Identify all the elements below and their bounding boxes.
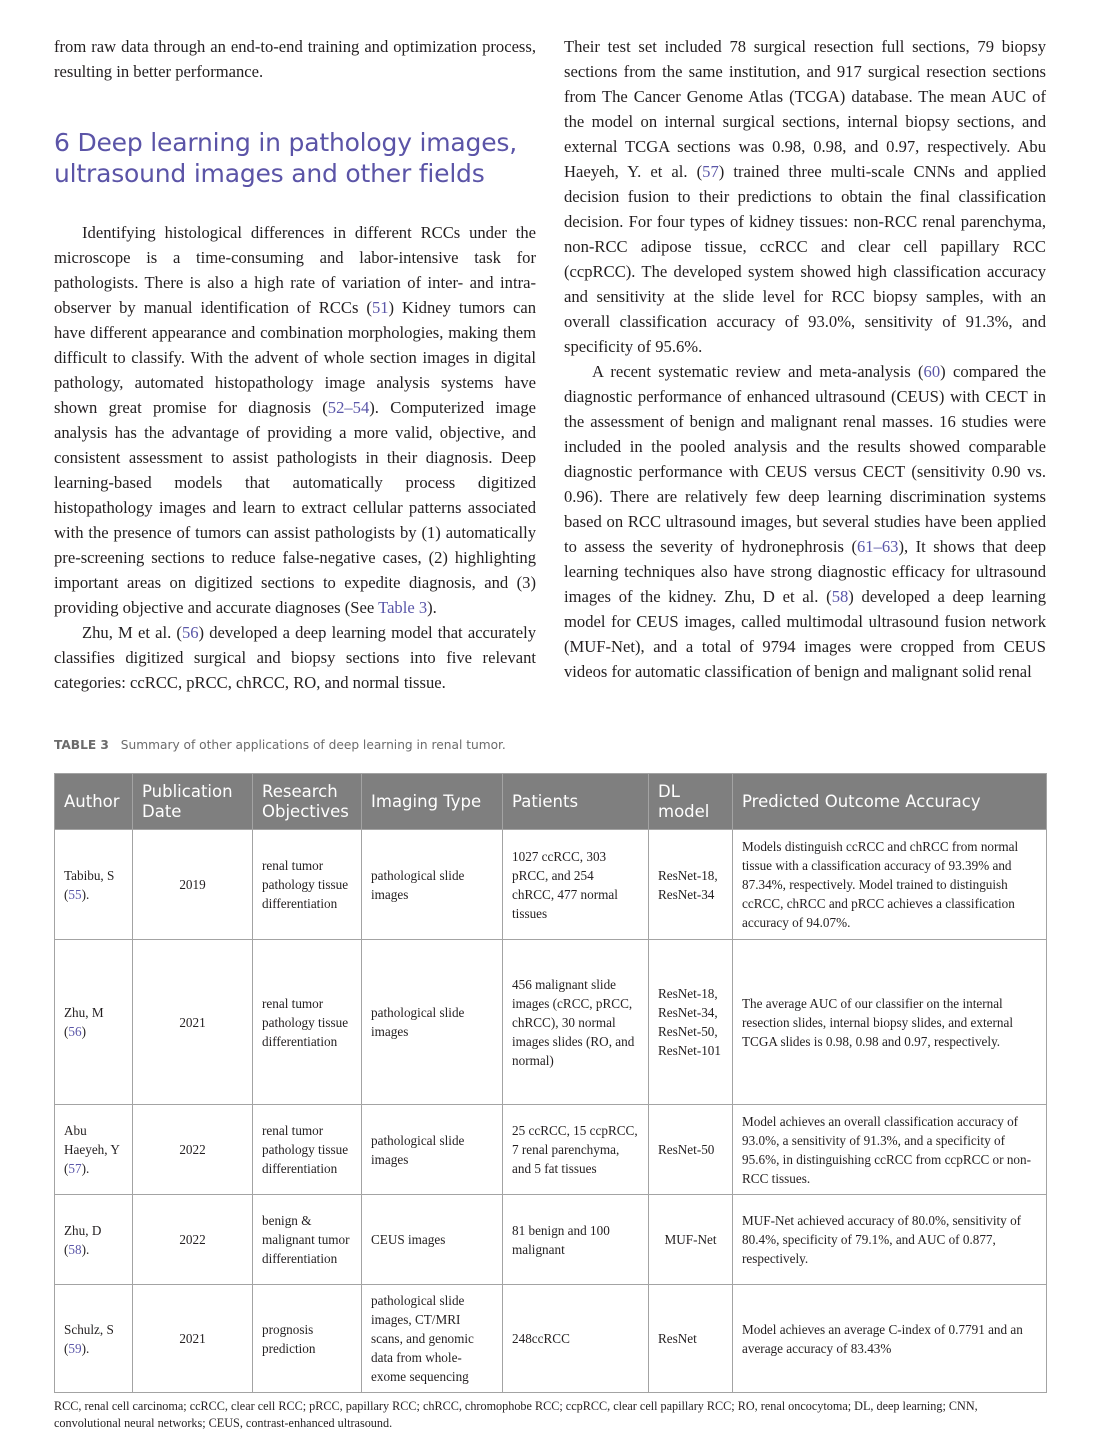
header-predicted-outcome: Predicted Outcome Accuracy — [733, 774, 1047, 830]
cell-author: Zhu, M (56) — [55, 940, 133, 1105]
cell-outcome: MUF-Net achieved accuracy of 80.0%, sensitivity of 80.4%, specificity of 79.1%, and AUC of 0.877, respectively. — [733, 1195, 1047, 1285]
cell-date: 2022 — [133, 1195, 253, 1285]
text-run: A recent systematic review and meta-analysis ( — [592, 362, 924, 381]
text-run: Identifying histological differences in different RCCs under the microscope is a time-consuming and labor-intensive task for pathologists. There is also a high rate of variation of inter- and intra-observer by manual identification of RCCs ( — [54, 223, 536, 317]
cell-model: ResNet-18, ResNet-34, ResNet-50, ResNet-101 — [649, 940, 733, 1105]
author-name: Tabibu, S — [64, 867, 115, 883]
citation-link[interactable]: 60 — [923, 362, 941, 381]
right-column — [564, 34, 1046, 684]
paragraph-histology — [54, 220, 536, 620]
section-heading: 6 Deep learning in pathology images, ultrasound images and other fields — [54, 128, 517, 188]
text-run: Zhu, M et al. ( — [82, 623, 182, 642]
table-row — [55, 1285, 1047, 1393]
header-research-objectives: Research Objectives — [253, 774, 362, 830]
text-run: Their test set included 78 surgical resection full sections, 79 biopsy sections from the same institution, and 917 surgical resection sections from The Cancer Genome Atlas (TCGA) database. The mean AUC of the model on internal surgical sections, internal biopsy sections, and external TCGA sections was 0.98, 0.98, and 0.97, respectively. Abu Haeyeh, Y. et al. ( — [564, 37, 1046, 181]
text-run: ) compared the diagnostic performance of enhanced ultrasound (CEUS) with CECT in the assessment of benign and malignant renal masses. 16 studies were included in the pooled analysis and the results showed comparable diagnostic performance with CEUS versus CECT (sensitivity 0.90 vs. 0.96). There are relatively few deep learning discrimination systems based on RCC ultrasound images, but several studies have been applied to assess the severity of hydronephrosis ( — [564, 362, 1046, 556]
cell-patients: 81 benign and 100 malignant — [503, 1195, 649, 1285]
citation-link[interactable]: 57 — [68, 1161, 82, 1176]
header-dl-model: DL model — [649, 774, 733, 830]
citation-link[interactable]: 51 — [371, 298, 389, 317]
cell-objectives: renal tumor pathology tissue differentiation — [253, 940, 362, 1105]
citation-link[interactable]: 58 — [831, 587, 849, 606]
cell-date: 2022 — [133, 1105, 253, 1195]
cell-patients: 248ccRCC — [503, 1285, 649, 1393]
ref-suffix: ). — [81, 1241, 90, 1257]
cell-author: Schulz, S (59). — [55, 1285, 133, 1393]
citation-link[interactable]: 56 — [68, 1024, 82, 1039]
text-run: ). Computerized image analysis has the advantage of providing a more valid, objective, and consistent assessment to assist pathologists in their diagnosis. Deep learning-based models that automatically process digitized histopathology images and learn to extract cellular patterns associated with the presence of tumors can assist pathologists by (1) automatically pre-screening sections to reduce false-negative cases, (2) highlighting important areas on digitized sections to expedite diagnosis, and (3) providing objective and accurate diagnoses (See — [54, 398, 536, 617]
paragraph-ultrasound — [564, 359, 1046, 684]
header-author: Author — [55, 774, 133, 830]
ref-suffix: ). — [81, 886, 90, 902]
table-caption-text: Summary of other applications of deep learning in renal tumor. — [120, 738, 506, 752]
table-row — [55, 1195, 1047, 1285]
cell-author: Zhu, D (58). — [55, 1195, 133, 1285]
cell-author: Tabibu, S (55). — [55, 830, 133, 940]
citation-link[interactable]: 61 — [856, 537, 874, 556]
citation-link[interactable]: 63 — [881, 537, 899, 556]
citation-range-dash: – — [344, 398, 353, 417]
author-name: Schulz, S — [64, 1321, 114, 1337]
citation-link[interactable]: 59 — [68, 1340, 82, 1356]
ref-suffix: ). — [81, 1340, 90, 1356]
cell-outcome: Model achieves an overall classification accuracy of 93.0%, a sensitivity of 91.3%, and a specificity of 95.6%, in distinguishing ccRCC from ccpRCC or non-RCC tissues. — [733, 1105, 1047, 1195]
cell-objectives: renal tumor pathology tissue differentiation — [253, 830, 362, 940]
ref-suffix: ). — [81, 1161, 90, 1176]
table-caption — [54, 738, 506, 752]
text-run: ) trained three multi-scale CNNs and applied decision fusion to their predictions to obtain the final classification decision. For four types of kidney tissues: non-RCC renal parenchyma, non-RCC adipose tissue, ccRCC and clear cell papillary RCC (ccpRCC). The developed system showed high classification accuracy and sensitivity at the slide level for RCC biopsy samples, with an overall classification accuracy of 93.0%, sensitivity of 91.3%, and specificity of 95.6%. — [564, 162, 1047, 356]
summary-table — [54, 773, 1047, 1393]
paragraph-test-set — [564, 34, 1046, 359]
text-run: ) Kidney tumors can have different appearance and combination morphologies, making them difficult to classify. With the advent of whole section images in digital pathology, automated histopathology image analysis systems have shown great promise for diagnosis ( — [54, 298, 536, 417]
table-row — [55, 940, 1047, 1105]
table-row — [55, 830, 1047, 940]
citation-link[interactable]: 56 — [181, 623, 199, 642]
table-footnote: RCC, renal cell carcinoma; ccRCC, clear cell RCC; pRCC, papillary RCC; chRCC, chromophobe RCC; ccpRCC, clear cell papillary RCC; RO, renal oncocytoma; DL, deep learning; CNN, convolutional neural networks; CEUS, contrast-enhanced ultrasound. — [54, 1399, 978, 1430]
cell-objectives: renal tumor pathology tissue differentiation — [253, 1105, 362, 1195]
text-run: ) developed a deep learning model for CEUS images, called multimodal ultrasound fusion network (MUF-Net), and a total of 9794 images were cropped from CEUS videos for automatic classification of benign and malignant solid renal — [564, 587, 1046, 681]
cell-date: 2021 — [133, 1285, 253, 1393]
author-name: Zhu, D — [64, 1222, 102, 1238]
intro-fragment: from raw data through an end-to-end training and optimization process, resulting in better performance. — [54, 37, 536, 81]
cell-objectives: prognosis prediction — [253, 1285, 362, 1393]
citation-link[interactable]: 55 — [68, 886, 82, 902]
citation-link[interactable]: 52 — [327, 398, 345, 417]
text-run: ), It shows that deep learning techniques also have strong diagnostic efficacy for ultrasound images of the kidney. Zhu, D et al. ( — [564, 537, 1047, 606]
left-column — [54, 34, 536, 695]
text-run: ). — [427, 598, 437, 617]
cell-model: ResNet-50 — [649, 1105, 733, 1195]
header-publication-date: Publication Date — [133, 774, 253, 830]
cell-outcome: Model achieves an average C-index of 0.7791 and an average accuracy of 83.43% — [733, 1285, 1047, 1393]
text-run: ) developed a deep learning model that accurately classifies digitized surgical and biopsy sections into five relevant categories: ccRCC, pRCC, chRCC, RO, and normal tissue. — [54, 623, 536, 692]
cell-date: 2021 — [133, 940, 253, 1105]
cell-imaging: pathological slide images — [362, 940, 503, 1105]
citation-link[interactable]: 54 — [352, 398, 370, 417]
cell-outcome: Models distinguish ccRCC and chRCC from normal tissue with a classification accuracy of 93.39% and 87.34%, respectively. Model trained to distinguish ccRCC, chRCC and pRCC achieves a classification accuracy of 94.07%. — [733, 830, 1047, 940]
paragraph-zhu-m — [54, 620, 536, 695]
header-patients: Patients — [503, 774, 649, 830]
cell-objectives: benign & malignant tumor differentiation — [253, 1195, 362, 1285]
cell-model: ResNet — [649, 1285, 733, 1393]
cell-patients: 25 ccRCC, 15 ccpRCC, 7 renal parenchyma, and 5 fat tissues — [503, 1105, 649, 1195]
author-name: Abu Haeyeh, Y — [64, 1123, 120, 1157]
header-imaging-type: Imaging Type — [362, 774, 503, 830]
cell-model: ResNet-18, ResNet-34 — [649, 830, 733, 940]
author-name: Zhu, M — [64, 1005, 104, 1020]
cell-outcome: The average AUC of our classifier on the internal resection slides, internal biopsy slides, and external TCGA slides is 0.98, 0.98 and 0.97, respectively. — [733, 940, 1047, 1105]
cell-patients: 456 malignant slide images (cRCC, pRCC, chRCC), 30 normal images slides (RO, and normal) — [503, 940, 649, 1105]
table-link[interactable]: Table 3 — [378, 598, 428, 617]
cell-author: Abu Haeyeh, Y (57). — [55, 1105, 133, 1195]
cell-patients: 1027 ccRCC, 303 pRCC, and 254 chRCC, 477 normal tissues — [503, 830, 649, 940]
citation-link[interactable]: 58 — [68, 1241, 82, 1257]
cell-date: 2019 — [133, 830, 253, 940]
citation-link[interactable]: 57 — [702, 162, 719, 181]
cell-imaging: pathological slide images — [362, 830, 503, 940]
citation-range-dash: – — [873, 537, 882, 556]
cell-imaging: pathological slide images — [362, 1105, 503, 1195]
cell-model: MUF-Net — [649, 1195, 733, 1285]
cell-imaging: pathological slide images, CT/MRI scans, and genomic data from whole-exome sequencing — [362, 1285, 503, 1393]
table-header-row — [55, 774, 1047, 830]
table-row — [55, 1105, 1047, 1195]
ref-suffix: ) — [81, 1024, 86, 1039]
cell-imaging: CEUS images — [362, 1195, 503, 1285]
table-label: TABLE 3 — [54, 738, 109, 752]
